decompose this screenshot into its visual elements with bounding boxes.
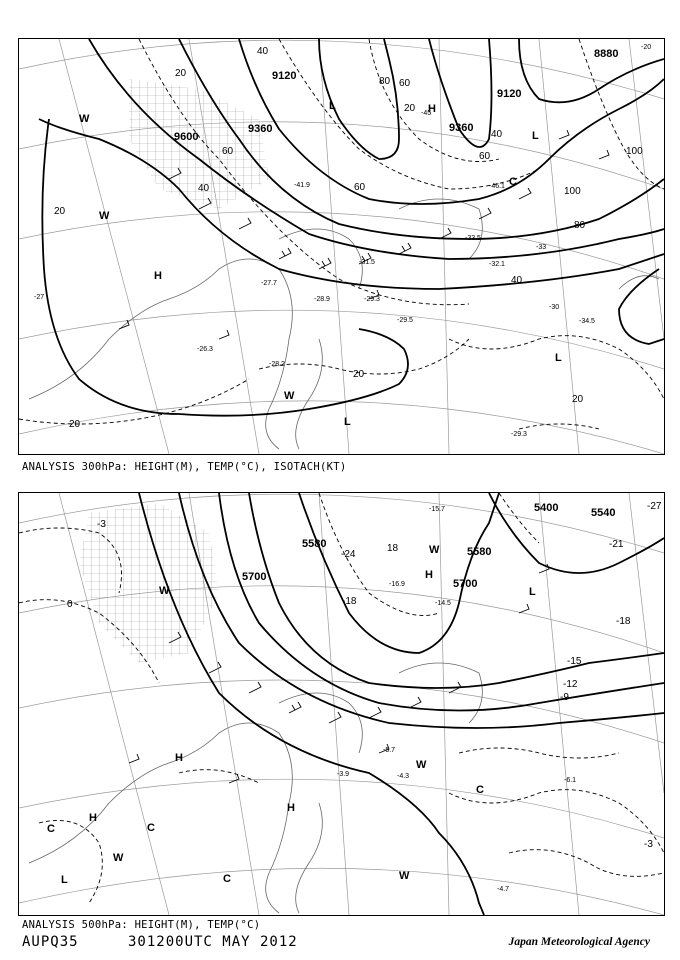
height-label: 5400	[534, 502, 559, 514]
isotach-label: 20	[69, 419, 81, 430]
isotach-label: 100	[626, 146, 643, 157]
low-center: L	[344, 416, 351, 428]
cold-center: C	[147, 822, 155, 834]
temp-label: -15	[567, 656, 582, 667]
caption-500hpa: ANALYSIS 500hPa: HEIGHT(M), TEMP(°C)	[22, 919, 261, 931]
warm-center: W	[79, 113, 90, 125]
isotach-label: 60	[354, 182, 366, 193]
low-center: L	[555, 352, 562, 364]
temp-label: -24	[341, 549, 356, 560]
isotach-label: 100	[564, 186, 581, 197]
temp-label: -29.3	[511, 431, 527, 438]
temp-label: -18	[342, 596, 357, 607]
isotach-label: 20	[404, 103, 416, 114]
temp-label: -28.9	[314, 296, 330, 303]
high-center: H	[428, 103, 436, 115]
temp-label: -4.3	[397, 773, 410, 780]
temp-label: -20	[641, 44, 652, 51]
isotach-label: 60	[222, 146, 234, 157]
height-label: 5700	[242, 571, 267, 583]
temp-label: -29.3	[364, 296, 380, 303]
map-500hpa	[18, 492, 665, 916]
temp-label: 0	[67, 599, 73, 610]
high-center: H	[287, 802, 295, 814]
height-label: 9600	[174, 131, 199, 143]
height-label: 9360	[449, 122, 474, 134]
map-300hpa-canvas	[19, 39, 664, 454]
temp-label: -15.7	[429, 506, 445, 513]
cold-center: C	[223, 873, 231, 885]
chart-id: AUPQ35	[22, 934, 79, 950]
warm-center: W	[113, 852, 124, 864]
warm-center: W	[416, 759, 427, 771]
temp-label: -30	[549, 304, 560, 311]
temp-label: -9	[560, 692, 569, 703]
temp-label: -21	[609, 539, 624, 550]
temp-label: -16.9	[389, 581, 405, 588]
warm-center: W	[159, 585, 170, 597]
isotach-label: 40	[198, 183, 210, 194]
height-label: 5580	[467, 546, 492, 558]
temp-label: -45	[421, 110, 432, 117]
low-center: L	[61, 874, 68, 886]
temp-label: -32.1	[489, 261, 505, 268]
temp-label: -27.7	[261, 280, 277, 287]
temp-label: -26.3	[197, 346, 213, 353]
isotach-label: 80	[379, 76, 391, 87]
caption-300hpa: ANALYSIS 300hPa: HEIGHT(M), TEMP(°C), ISOTACH(KT)	[22, 461, 347, 473]
height-label: 9120	[272, 70, 297, 82]
height-label: 5540	[591, 507, 616, 519]
warm-center: W	[284, 390, 295, 402]
temp-label: -14.5	[435, 600, 451, 607]
cold-center: C	[47, 823, 55, 835]
isotach-label: 20	[353, 369, 365, 380]
warm-center: W	[99, 210, 110, 222]
temp-label: -3.9	[337, 771, 350, 778]
cold-center: C	[476, 784, 484, 796]
height-label: 5580	[302, 538, 327, 550]
isotach-label: 40	[491, 129, 503, 140]
low-center: L	[329, 100, 336, 112]
temp-label: -4.7	[497, 886, 510, 893]
temp-label: -46.1	[489, 183, 505, 190]
height-label: 5700	[453, 578, 478, 590]
height-label: 9360	[248, 123, 273, 135]
low-center: L	[529, 586, 536, 598]
temp-label: -27	[34, 294, 45, 301]
temp-label: -12	[563, 679, 578, 690]
high-center: H	[175, 752, 183, 764]
temp-label: -41.9	[294, 182, 310, 189]
temp-label: -6.1	[564, 777, 577, 784]
agency-name: Japan Meteorological Agency	[508, 936, 650, 948]
temp-label: -31.5	[359, 259, 375, 266]
valid-time: 301200UTC MAY 2012	[128, 934, 298, 950]
isotach-label: 80	[574, 220, 586, 231]
high-center: H	[154, 270, 162, 282]
temp-label: -18	[616, 616, 631, 627]
temp-label: -3	[97, 519, 106, 530]
map-500hpa-canvas	[19, 493, 664, 915]
isotach-label: 40	[257, 46, 269, 57]
map-300hpa	[18, 38, 665, 455]
isotach-label: 60	[479, 151, 491, 162]
warm-center: W	[429, 544, 440, 556]
temperature-contours	[19, 39, 664, 429]
temp-label: 18	[387, 543, 399, 554]
isotach-label: 40	[511, 275, 523, 286]
high-center: H	[89, 812, 97, 824]
height-contours	[139, 493, 664, 915]
coastlines	[29, 199, 659, 449]
temp-label: -33	[536, 244, 547, 251]
temp-label: -27	[647, 501, 662, 512]
coastlines	[29, 663, 482, 913]
high-center: H	[425, 569, 433, 581]
isotach-label: 20	[175, 68, 187, 79]
warm-center: W	[399, 870, 410, 882]
isotach-label: 20	[54, 206, 66, 217]
temp-label: -5.7	[383, 747, 396, 754]
height-label: 8880	[594, 48, 619, 60]
temp-label: -34.5	[579, 318, 595, 325]
temp-label: -28.2	[269, 361, 285, 368]
height-label: 9120	[497, 88, 522, 100]
temp-label: -3	[644, 839, 653, 850]
temp-label: -33.5	[465, 235, 481, 242]
isotach-label: 60	[399, 78, 411, 89]
temp-label: -29.5	[397, 317, 413, 324]
cold-center: C	[509, 176, 517, 188]
isotach-label: 20	[572, 394, 584, 405]
low-center: L	[532, 130, 539, 142]
